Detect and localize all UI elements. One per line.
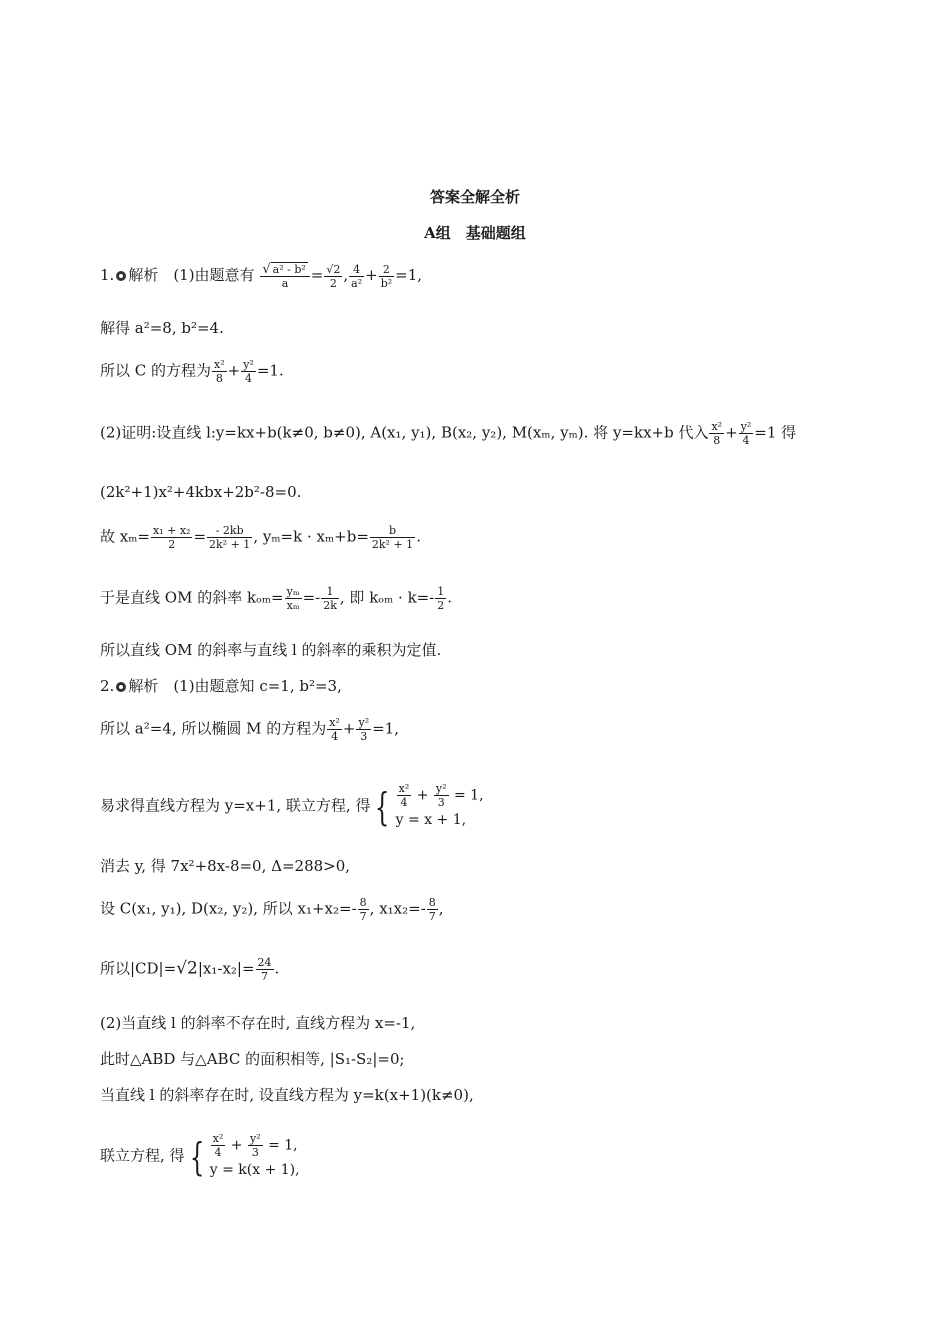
denominator: 3 bbox=[360, 730, 368, 743]
fraction bbox=[397, 782, 412, 809]
numerator: y² bbox=[250, 1132, 261, 1145]
text: =1 得 bbox=[754, 423, 797, 442]
p2-line-1 bbox=[100, 676, 342, 696]
numerator: x² bbox=[329, 716, 340, 729]
numerator: x² bbox=[212, 1132, 224, 1145]
fraction bbox=[427, 896, 438, 923]
fraction bbox=[207, 524, 252, 551]
numerator: y² bbox=[243, 358, 254, 371]
text: 所以 a²=4, 所以椭圆 M 的方程为 bbox=[100, 719, 327, 738]
system-row-2: y = k(x + 1), bbox=[209, 1162, 300, 1178]
fraction bbox=[248, 1132, 263, 1159]
fraction bbox=[434, 782, 449, 809]
equation-tail: =1, bbox=[395, 266, 423, 284]
p2-line-9: 当直线 l 的斜率存在时, 设直线方程为 y=k(x+1)(k≠0), bbox=[100, 1086, 474, 1104]
fraction bbox=[285, 585, 302, 612]
fraction bbox=[211, 1132, 226, 1159]
denominator: 2k bbox=[323, 599, 337, 612]
denominator: 4 bbox=[400, 796, 408, 809]
plus: + bbox=[365, 266, 378, 284]
answer-tag-icon bbox=[116, 682, 126, 692]
numerator: 8 bbox=[359, 896, 367, 909]
numerator: x² bbox=[398, 782, 410, 795]
text: 联立方程, 得 bbox=[100, 1146, 185, 1165]
numerator: 24 bbox=[257, 956, 272, 969]
system-rows bbox=[210, 1132, 300, 1181]
denominator: 4 bbox=[245, 372, 253, 385]
equation-system bbox=[185, 1132, 300, 1181]
numerator: 1 bbox=[321, 585, 339, 599]
fraction bbox=[321, 585, 339, 612]
system-row-1 bbox=[210, 1132, 300, 1159]
denominator: 3 bbox=[251, 1146, 259, 1159]
text: = 1, bbox=[263, 1137, 298, 1154]
plus: + bbox=[412, 787, 433, 804]
page-title: 答案全解全析 bbox=[429, 188, 520, 206]
fraction bbox=[739, 420, 754, 447]
p2-line-5 bbox=[100, 896, 444, 923]
p2-line-10 bbox=[100, 1132, 300, 1181]
equation-system bbox=[370, 782, 483, 831]
numerator: yₘ bbox=[286, 585, 300, 598]
denominator: 7 bbox=[359, 910, 367, 923]
text: , 即 kₒₘ · k=- bbox=[339, 588, 435, 607]
p2-number: 2. bbox=[100, 677, 115, 695]
p1-line-5: (2k²+1)x²+4kbx+2b²-8=0. bbox=[100, 483, 302, 501]
numerator: y² bbox=[740, 420, 752, 433]
fraction bbox=[356, 716, 371, 743]
numerator: x₁ + x₂ bbox=[153, 524, 191, 537]
fraction bbox=[260, 262, 309, 290]
fraction bbox=[435, 585, 446, 612]
denominator: 4 bbox=[214, 1146, 222, 1159]
text: . bbox=[447, 588, 453, 607]
text: =1, bbox=[372, 719, 399, 738]
p2-head: 解析 (1)由题意知 c=1, b²=3, bbox=[128, 677, 342, 695]
denominator: a² bbox=[351, 276, 363, 290]
p1-head: 解析 (1)由题意有 bbox=[128, 266, 255, 284]
p1-line-3 bbox=[100, 358, 284, 385]
fraction bbox=[358, 896, 369, 923]
denominator: 8 bbox=[713, 434, 721, 447]
text: 易求得直线方程为 y=x+1, 联立方程, 得 bbox=[100, 796, 371, 815]
fraction bbox=[370, 524, 415, 551]
numerator: y² bbox=[358, 716, 370, 729]
text: = 1, bbox=[449, 787, 484, 804]
p2-line-2 bbox=[100, 716, 399, 743]
p1-line-6 bbox=[100, 524, 421, 551]
p2-line-3 bbox=[100, 782, 484, 831]
plus: + bbox=[342, 719, 356, 738]
numerator: - 2kb bbox=[207, 524, 252, 538]
denominator: 4 bbox=[742, 434, 750, 447]
denominator: 2 bbox=[437, 599, 445, 612]
plus: + bbox=[226, 1137, 247, 1154]
text: (2)证明:设直线 l:y=kx+b(k≠0, b≠0), A(x₁, y₁), B(x₂, y₂), M(xₘ, yₘ). 将 y=kx+b 代入 bbox=[100, 423, 709, 442]
system-rows bbox=[396, 782, 484, 831]
plus: + bbox=[227, 361, 241, 380]
comma: , bbox=[343, 266, 349, 284]
numerator: 8 bbox=[428, 896, 436, 909]
denominator: xₘ bbox=[286, 599, 300, 612]
equals: = bbox=[310, 266, 324, 284]
fraction bbox=[151, 524, 192, 551]
p1-line-4 bbox=[100, 420, 796, 447]
sqrt-two: √2 bbox=[176, 958, 198, 979]
numerator: y² bbox=[435, 782, 447, 795]
numerator bbox=[260, 262, 309, 277]
denominator: a bbox=[281, 277, 289, 290]
numerator: 1 bbox=[437, 585, 445, 598]
denominator: b² bbox=[380, 276, 393, 290]
section-title: A组 基础题组 bbox=[424, 224, 526, 242]
text: |x₁-x₂|= bbox=[197, 959, 255, 978]
text: , yₘ=k · xₘ+b= bbox=[253, 527, 369, 546]
p1-line-1 bbox=[100, 262, 422, 290]
left-brace-icon: { bbox=[189, 1134, 204, 1179]
p2-line-7: (2)当直线 l 的斜率不存在时, 直线方程为 x=-1, bbox=[100, 1014, 416, 1032]
denominator: 7 bbox=[261, 970, 269, 983]
denominator: 2k² + 1 bbox=[371, 538, 414, 551]
text: 于是直线 OM 的斜率 kₒₘ= bbox=[100, 588, 284, 607]
numerator: b bbox=[370, 524, 415, 538]
p2-line-6 bbox=[100, 956, 279, 983]
plus: + bbox=[725, 423, 738, 442]
system-row-2: y = x + 1, bbox=[395, 812, 467, 828]
text: =1. bbox=[256, 361, 284, 380]
sqrt-icon: √ bbox=[262, 262, 271, 277]
radicand: a² - b² bbox=[272, 263, 306, 276]
p2-line-8: 此时△ABD 与△ABC 的面积相等, |S₁-S₂|=0; bbox=[100, 1050, 405, 1068]
denominator: 2k² + 1 bbox=[209, 538, 251, 551]
text: . bbox=[416, 527, 421, 546]
numerator: x² bbox=[711, 420, 723, 433]
text: 故 xₘ= bbox=[100, 527, 150, 546]
fraction bbox=[256, 956, 274, 983]
denominator: 3 bbox=[437, 796, 445, 809]
p2-line-4: 消去 y, 得 7x²+8x-8=0, Δ=288>0, bbox=[100, 857, 351, 875]
equals: = bbox=[193, 527, 207, 546]
p1-line-2: 解得 a²=8, b²=4. bbox=[100, 319, 224, 337]
denominator: 8 bbox=[215, 372, 223, 385]
numerator: √2 bbox=[326, 262, 341, 276]
text: , bbox=[438, 899, 444, 918]
denominator: 4 bbox=[331, 730, 339, 743]
fraction bbox=[324, 263, 342, 290]
fraction bbox=[709, 420, 724, 447]
fraction bbox=[241, 358, 256, 385]
fraction bbox=[212, 358, 227, 385]
p1-line-7 bbox=[100, 585, 452, 612]
text: , x₁x₂=- bbox=[369, 899, 426, 918]
fraction bbox=[327, 716, 342, 743]
denominator: 7 bbox=[428, 910, 436, 923]
p1-line-8: 所以直线 OM 的斜率与直线 l 的斜率的乘积为定值. bbox=[100, 641, 442, 659]
numerator: 4 bbox=[349, 263, 364, 277]
text: . bbox=[274, 959, 280, 978]
fraction bbox=[349, 263, 364, 290]
answer-tag-icon bbox=[116, 271, 126, 281]
system-row-1 bbox=[396, 782, 484, 809]
text: 所以 C 的方程为 bbox=[100, 361, 212, 380]
text: 设 C(x₁, y₁), D(x₂, y₂), 所以 x₁+x₂=- bbox=[100, 899, 357, 918]
left-brace-icon: { bbox=[375, 784, 390, 829]
denominator: 2 bbox=[168, 538, 176, 551]
denominator: 2 bbox=[329, 276, 337, 290]
text: 所以|CD|= bbox=[100, 959, 177, 978]
p1-number: 1. bbox=[100, 266, 115, 284]
text: =- bbox=[302, 588, 321, 607]
numerator: x² bbox=[214, 358, 225, 371]
fraction bbox=[379, 263, 394, 290]
numerator: 2 bbox=[379, 263, 394, 277]
